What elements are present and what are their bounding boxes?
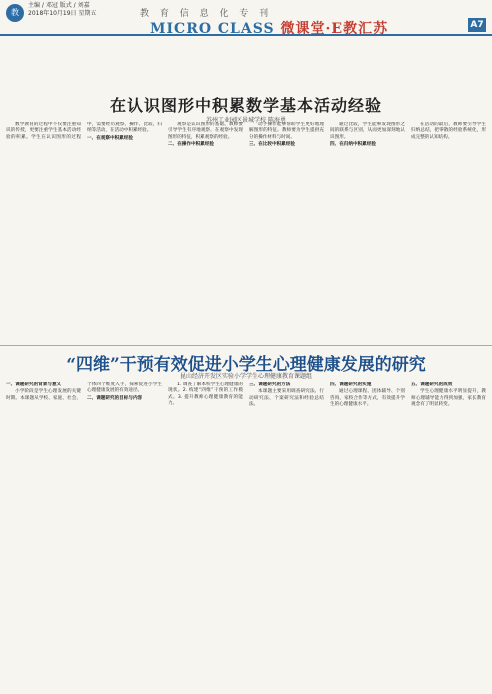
section-heading: 四、课题研究的实施 bbox=[330, 382, 372, 387]
section-heading: 二、在操作中积累经验 bbox=[168, 142, 214, 148]
paragraph: 在活动的最后，教师要引导学生归纳总结，把零散的经验系统化，形成完整的认知结构。 bbox=[411, 122, 486, 140]
brand-title bbox=[150, 18, 388, 38]
article1-title: 在认识图形中积累数学基本活动经验 bbox=[109, 96, 382, 115]
header-meta bbox=[28, 2, 96, 18]
paragraph: 动手操作能够帮助学生更好地理解图形的特征。教师要为学生提供充分的操作材料与时间。 bbox=[249, 122, 324, 140]
section-heading: 五、课题研究的成效 bbox=[411, 382, 453, 387]
column-tagline: 教 育 信 息 化 专 刊 bbox=[140, 9, 273, 19]
article-divider bbox=[0, 345, 492, 346]
newspaper-header bbox=[0, 0, 492, 36]
section-heading: 二、课题研究的目标与内容 bbox=[87, 395, 143, 401]
date-line: 2018年10月19日 星期五 bbox=[28, 10, 97, 17]
editor-line: 主编 / 邓冠 版式 / 刘嘉 bbox=[28, 2, 90, 9]
paragraph: 小学阶段是学生心理发展的关键时期。本课题从学校、家庭、社会、个体四个维度入手，探索促进小学生心理健康发展的有效途径。 bbox=[6, 382, 162, 401]
article2-title: “四维”干预有效促进小学生心理健康发展的研究 bbox=[66, 355, 426, 375]
section-heading: 一、课题研究的背景与意义 bbox=[6, 382, 62, 387]
page-number: A7 bbox=[468, 18, 486, 32]
brand-en: MICRO CLASS bbox=[150, 21, 275, 37]
section-heading: 四、在归纳中积累经验 bbox=[330, 142, 376, 148]
paragraph: 通过比较，学生能够发现图形之间的联系与区别，从而更加深刻地认识图形。 bbox=[330, 122, 405, 140]
paragraph: 数学教育的过程中不仅要注重知识的传授，更要注重学生基本活动经验的积累。学生在认识图形的过程中，需要经历观察、操作、比较、归纳等活动，在活动中积累经验。 bbox=[6, 122, 162, 140]
brand-cn: 微课堂·E教汇苏 bbox=[280, 21, 389, 37]
paragraph: 本课题主要采用调查研究法、行动研究法、个案研究法和经验总结法。 bbox=[249, 389, 324, 408]
section-heading: 三、课题研究的方法 bbox=[249, 382, 291, 387]
section-heading: 一、在观察中积累经验 bbox=[87, 135, 133, 141]
paragraph: 1. 调查了解本校学生心理健康的现状。2. 构建“四维”干预的工作模式。3. 提升教师心理健康教育的能力。 bbox=[168, 382, 243, 407]
paragraph: 学生心理健康水平明显提升，教师心理辅导能力得到加强，家长教育观念有了明显转变。 bbox=[411, 389, 486, 408]
article1-body bbox=[6, 122, 486, 342]
article2-body bbox=[6, 382, 486, 688]
section-heading: 三、在比较中积累经验 bbox=[249, 142, 295, 148]
article1-author: 苏州工业园区景城学校 陈海勇 bbox=[206, 117, 286, 124]
paragraph: 通过心理课程、团体辅导、个别咨询、家校合作等方式，有效提升学生的心理健康水平。 bbox=[330, 389, 405, 408]
paragraph: 观察是认识图形的基础。教师要引导学生有序地观察，在观察中发现图形的特征，积累观察的经验。 bbox=[168, 122, 243, 140]
article2-author: 昆山经济开发区实验小学学生心理健康教育课题组 bbox=[179, 373, 312, 380]
newspaper-logo-icon: 教 bbox=[6, 4, 24, 22]
